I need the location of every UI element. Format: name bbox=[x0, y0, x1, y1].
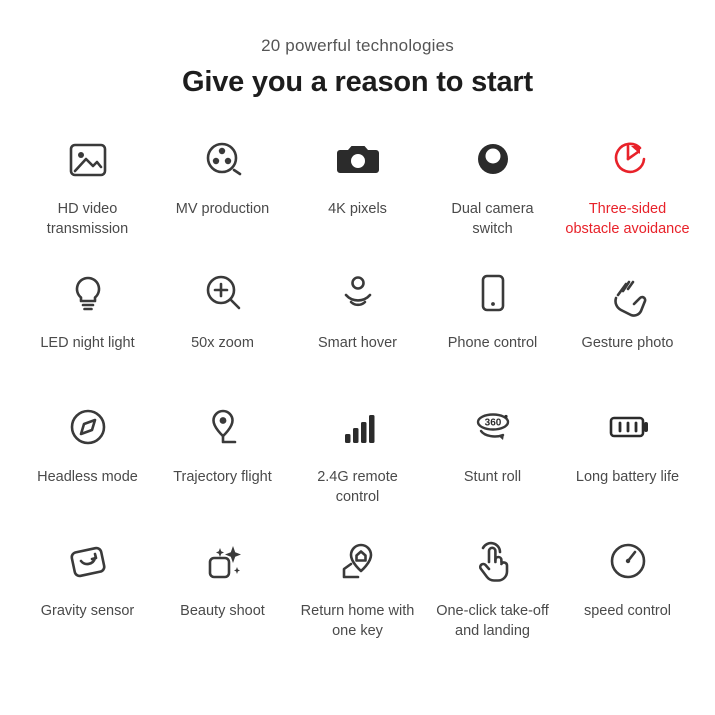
battery-icon bbox=[602, 397, 654, 459]
feature-label: MV production bbox=[175, 201, 270, 217]
feature-label: 2.4G remote control bbox=[317, 469, 398, 505]
feature-label: Stunt roll bbox=[463, 469, 522, 485]
compass-icon bbox=[62, 397, 114, 459]
feature-label: HD video transmission bbox=[46, 201, 129, 237]
feature-item-24g-remote-control bbox=[290, 397, 425, 523]
360-rotation-icon bbox=[467, 397, 519, 459]
map-pin-path-icon bbox=[197, 397, 249, 459]
feature-item-led-night-light bbox=[20, 263, 155, 389]
feature-item-gravity-sensor bbox=[20, 531, 155, 657]
film-reel-icon bbox=[197, 129, 249, 191]
feature-label: Long battery life bbox=[575, 469, 680, 485]
feature-item-speed-control bbox=[560, 531, 695, 657]
page-header bbox=[20, 0, 695, 99]
speedometer-icon bbox=[602, 531, 654, 593]
feature-label: Smart hover bbox=[318, 335, 397, 351]
dual-camera-lens-icon bbox=[467, 129, 519, 191]
beauty-sparkle-icon bbox=[197, 531, 249, 593]
feature-label: speed control bbox=[583, 603, 672, 619]
gravity-tilt-icon bbox=[62, 531, 114, 593]
feature-item-headless-mode bbox=[20, 397, 155, 523]
feature-label: Gravity sensor bbox=[40, 603, 135, 619]
feature-item-beauty-shoot bbox=[155, 531, 290, 657]
feature-item-mv-production bbox=[155, 129, 290, 255]
feature-item-stunt-roll bbox=[425, 397, 560, 523]
feature-item-one-click-takeoff-landing bbox=[425, 531, 560, 657]
feature-item-hd-video-transmission bbox=[20, 129, 155, 255]
feature-item-smart-hover bbox=[290, 263, 425, 389]
light-bulb-icon bbox=[62, 263, 114, 325]
feature-label: Dual camera switch bbox=[451, 201, 534, 237]
feature-label: Headless mode bbox=[37, 469, 138, 485]
feature-label: LED night light bbox=[40, 335, 135, 351]
signal-bars-icon bbox=[332, 397, 384, 459]
feature-item-long-battery-life bbox=[560, 397, 695, 523]
feature-label: Three-sided obstacle avoidance bbox=[565, 201, 690, 237]
smartphone-icon bbox=[467, 263, 519, 325]
features-grid bbox=[20, 129, 695, 657]
svg-text:360: 360 bbox=[484, 417, 501, 429]
feature-item-4k-pixels bbox=[290, 129, 425, 255]
feature-label: Phone control bbox=[447, 335, 538, 351]
hover-signal-icon bbox=[332, 263, 384, 325]
obstacle-avoidance-radar-icon bbox=[602, 129, 654, 191]
magnifier-plus-icon bbox=[197, 263, 249, 325]
feature-label: Beauty shoot bbox=[180, 603, 265, 619]
camera-icon bbox=[332, 129, 384, 191]
feature-label: One-click take-off and landing bbox=[436, 603, 549, 639]
page-subtitle: 20 powerful technologies bbox=[261, 36, 454, 55]
feature-item-phone-control bbox=[425, 263, 560, 389]
return-home-pin-icon bbox=[332, 531, 384, 593]
feature-item-50x-zoom bbox=[155, 263, 290, 389]
feature-label: Return home with one key bbox=[300, 603, 415, 639]
feature-item-gesture-photo bbox=[560, 263, 695, 389]
feature-item-trajectory-flight bbox=[155, 397, 290, 523]
feature-item-obstacle-avoidance bbox=[560, 129, 695, 255]
feature-label: Trajectory flight bbox=[173, 469, 272, 485]
feature-label: 50x zoom bbox=[191, 335, 254, 351]
feature-label: 4K pixels bbox=[328, 201, 387, 217]
feature-item-dual-camera-switch bbox=[425, 129, 560, 255]
feature-label: Gesture photo bbox=[581, 335, 674, 351]
image-photo-icon bbox=[62, 129, 114, 191]
feature-item-return-home bbox=[290, 531, 425, 657]
hand-tap-icon bbox=[467, 531, 519, 593]
hand-gesture-photo-icon bbox=[602, 263, 654, 325]
page-title: Give you a reason to start bbox=[182, 66, 533, 98]
